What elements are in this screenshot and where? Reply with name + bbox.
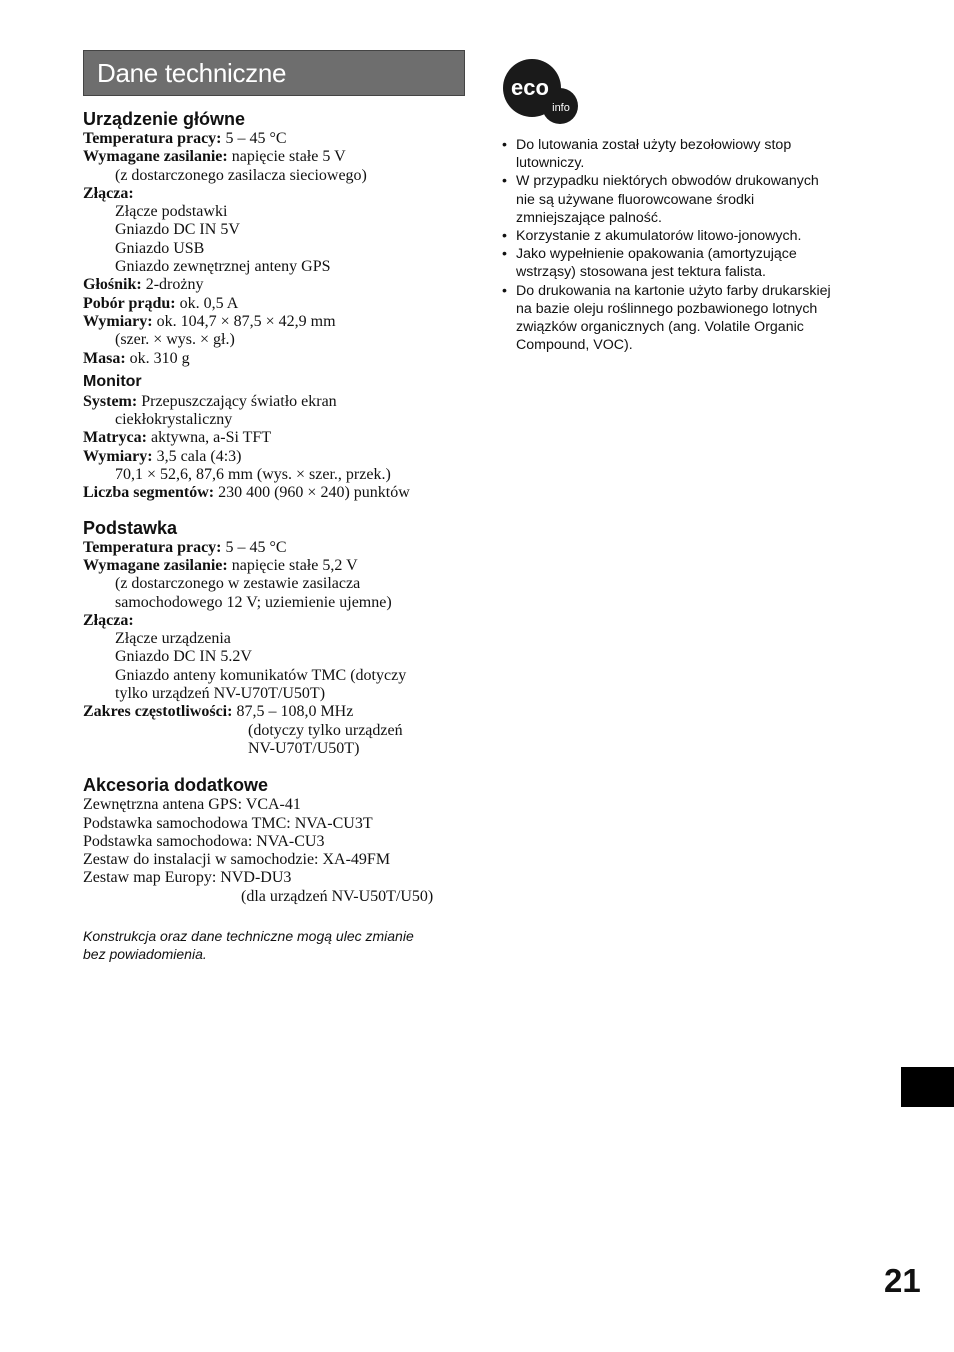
- spec-row: System: Przepuszczający światło ekran: [83, 392, 337, 410]
- main-unit-section: [83, 108, 465, 368]
- spec-row: Wymagane zasilanie: napięcie stałe 5,2 V: [83, 556, 358, 574]
- connector-item: Gniazdo zewnętrznej anteny GPS: [115, 258, 331, 276]
- spec-row: Temperatura pracy: 5 – 45 °C: [83, 130, 287, 147]
- accessory-item: Zewnętrzna antena GPS: VCA-41: [83, 796, 301, 814]
- page-number: 21: [884, 1262, 921, 1299]
- eco-bullet-item: • Do drukowania na kartonie użyto farby drukarskiej na bazie oleju roślinnego pozbawionego lotnych związków organicznych (ang. Volatile Organic Compound, VOC).: [502, 282, 831, 354]
- connector-item: tylko urządzeń NV-U70T/U50T): [115, 685, 326, 703]
- connector-item: Złącze urządzenia: [115, 630, 231, 648]
- spec-row: Głośnik: 2-drożny: [83, 276, 204, 294]
- spec-row: Temperatura pracy: 5 – 45 °C: [83, 538, 287, 556]
- section-tab-marker: [901, 1067, 954, 1107]
- eco-logo-word: eco: [511, 75, 549, 100]
- spec-note: (z dostarczonego zasilacza sieciowego): [115, 166, 367, 184]
- eco-logo-sub: info: [552, 102, 570, 114]
- monitor-section: [83, 371, 465, 503]
- spec-label: Złącza:: [83, 611, 134, 629]
- connector-item: Gniazdo DC IN 5V: [115, 221, 240, 239]
- eco-bullet-item: • Do lutowania został użyty bezołowiowy stop lutowniczy.: [502, 137, 792, 172]
- accessory-item: Zestaw map Europy: NVD-DU3: [83, 869, 292, 887]
- eco-bullet-list: [502, 136, 882, 354]
- spec-note: ciekłokrystaliczny: [115, 411, 233, 429]
- eco-info-column: [502, 58, 882, 354]
- bullet-icon: •: [502, 173, 507, 190]
- spec-note: samochodowego 12 V; uziemienie ujemne): [115, 593, 392, 611]
- spec-row: Liczba segmentów: 230 400 (960 × 240) punktów: [83, 484, 410, 502]
- monitor-heading: Monitor: [83, 372, 142, 390]
- spec-row: Wymiary: 3,5 cala (4:3): [83, 447, 242, 465]
- eco-info-logo-icon: [502, 58, 582, 128]
- cradle-section: [83, 517, 465, 759]
- spec-row: Matryca: aktywna, a-Si TFT: [83, 429, 272, 447]
- title-bar: [83, 50, 465, 96]
- spec-row: Pobór prądu: ok. 0,5 A: [83, 294, 239, 312]
- disclaimer-note: Konstrukcja oraz dane techniczne mogą ulec zmianie bez powiadomienia.: [83, 927, 414, 962]
- connector-item: Gniazdo anteny komunikatów TMC (dotyczy: [115, 666, 407, 684]
- eco-bullet-item: • Jako wypełnienie opakowania (amortyzujące wstrząsy) stosowana jest tektura falista.: [502, 246, 797, 281]
- eco-bullet-item: • W przypadku niektórych obwodów drukowanych nie są używane fluorowcowane środki zmniejszające palność.: [502, 173, 819, 226]
- main-unit-heading: Urządzenie główne: [83, 109, 246, 129]
- page-title: Dane techniczne: [97, 57, 287, 88]
- accessory-item: Podstawka samochodowa: NVA-CU3: [83, 832, 325, 850]
- spec-note: 70,1 × 52,6, 87,6 mm (wys. × szer., przek.): [115, 466, 391, 484]
- spec-row: Wymiary: ok. 104,7 × 87,5 × 42,9 mm: [83, 312, 336, 330]
- spec-note: (dotyczy tylko urządzeń: [248, 721, 403, 739]
- spec-note: NV-U70T/U50T): [248, 739, 360, 757]
- connector-item: Złącze podstawki: [115, 203, 228, 221]
- bullet-icon: •: [502, 282, 507, 299]
- spec-row: Wymagane zasilanie: napięcie stałe 5 V: [83, 148, 346, 166]
- accessory-item: Zestaw do instalacji w samochodzie: XA-49FM: [83, 851, 391, 869]
- spec-note: (z dostarczonego w zestawie zasilacza: [115, 575, 361, 593]
- bullet-icon: •: [502, 137, 507, 153]
- eco-bullet-item: • Korzystanie z akumulatorów litowo-jonowych.: [502, 228, 802, 245]
- cradle-heading: Podstawka: [83, 517, 178, 538]
- connector-item: Gniazdo DC IN 5.2V: [115, 648, 252, 666]
- spec-label: Złącza:: [83, 184, 134, 202]
- accessories-section: [83, 774, 465, 906]
- spec-note: (szer. × wys. × gł.): [115, 331, 235, 349]
- bullet-icon: •: [502, 228, 507, 245]
- accessory-item: Podstawka samochodowa TMC: NVA-CU3T: [83, 814, 373, 832]
- connector-item: Gniazdo USB: [115, 239, 205, 257]
- spec-row: Zakres częstotliwości: 87,5 – 108,0 MHz: [83, 703, 354, 721]
- accessory-note: (dla urządzeń NV-U50T/U50): [241, 887, 434, 905]
- bullet-icon: •: [502, 246, 507, 263]
- accessories-heading: Akcesoria dodatkowe: [83, 775, 269, 796]
- specifications-column: [83, 50, 465, 963]
- spec-row: Masa: ok. 310 g: [83, 349, 190, 367]
